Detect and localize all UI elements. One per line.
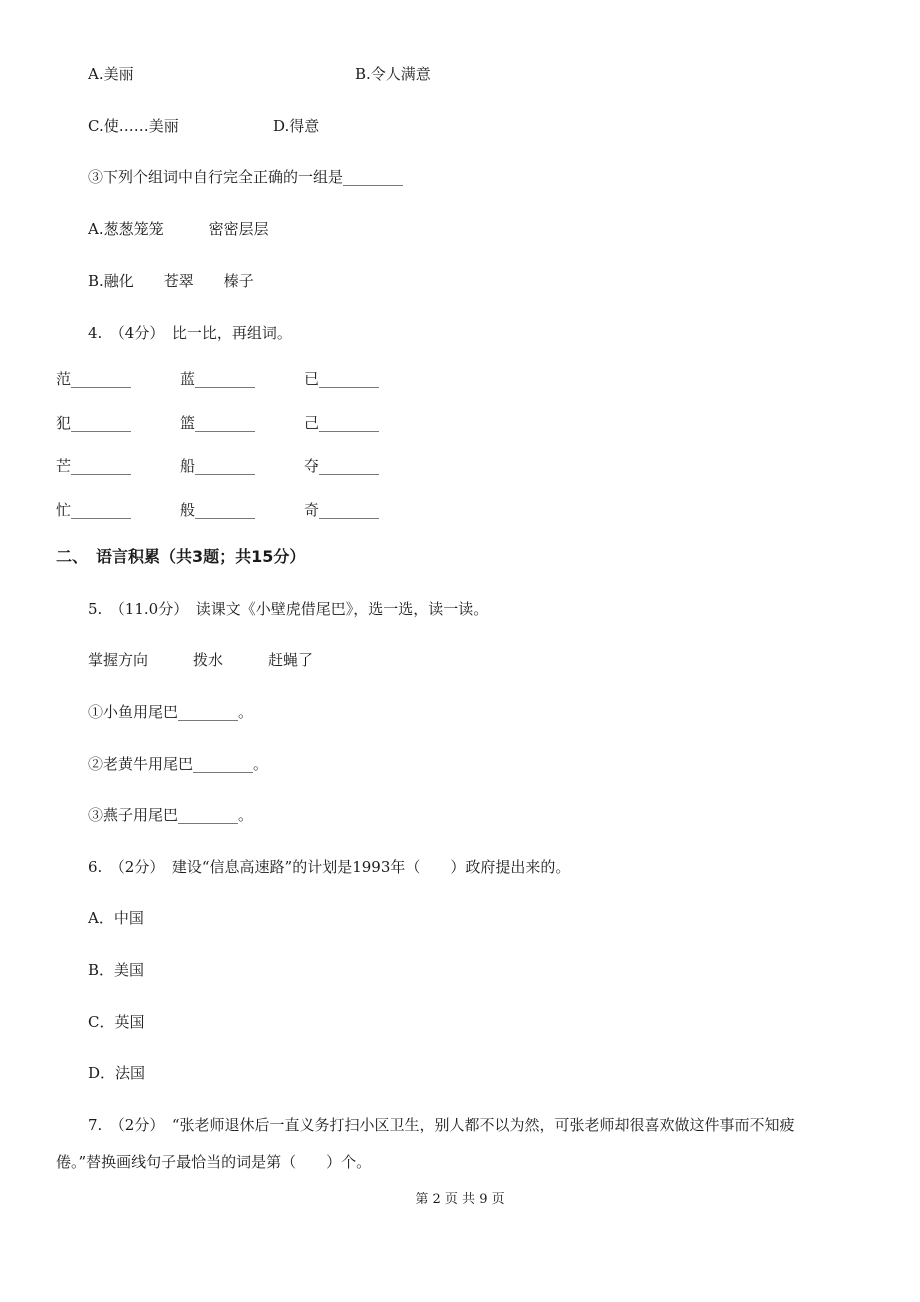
q4-word-blank: 蓝________: [180, 370, 256, 388]
q6-option-a: A．中国: [88, 909, 144, 927]
q4-word-blank: 忙________: [56, 501, 132, 519]
q4-word-blank: 犯________: [56, 414, 132, 432]
q6-option-c: C．英国: [88, 1013, 145, 1031]
q3-sub2-option-a: A.美丽: [88, 65, 134, 83]
q6-option-b: B．美国: [88, 961, 145, 979]
q5-item-2: ②老黄牛用尾巴________。: [88, 755, 269, 773]
q7-line-1: 7. （2分） “张老师退休后一直义务打扫小区卫生，别人都不以为然，可张老师却很喜欢做这件事而不知疲: [88, 1116, 795, 1134]
q5-choices: 掌握方向 拨水 赶蝇了: [88, 651, 314, 669]
q4-title: 4. （4分） 比一比，再组词。: [88, 324, 292, 342]
section-2-heading: 二、 语言积累（共3题；共15分）: [56, 547, 306, 566]
q4-word-blank: 夺________: [304, 457, 380, 475]
q3-sub2-option-d: D.得意: [273, 117, 320, 135]
q4-word-blank: 范________: [56, 370, 132, 388]
q4-word-blank: 奇________: [304, 501, 380, 519]
q4-word-blank: 芒________: [56, 457, 132, 475]
q3-sub3-question: ③下列个组词中自行完全正确的一组是________: [88, 168, 404, 186]
q4-word-blank: 船________: [180, 457, 256, 475]
q3-sub2-option-c: C.使……美丽: [88, 117, 179, 135]
page-footer: 第 2 页 共 9 页: [415, 1192, 505, 1207]
q7-line-2: 倦。”替换画线句子最恰当的词是第（ ）个。: [56, 1153, 372, 1171]
q5-title: 5. （11.0分） 读课文《小壁虎借尾巴》，选一选，读一读。: [88, 600, 489, 618]
q6-title: 6. （2分） 建设“信息高速路”的计划是1993年（ ）政府提出来的。: [88, 858, 571, 876]
q5-item-1: ①小鱼用尾巴________。: [88, 703, 254, 721]
q4-word-blank: 已________: [304, 370, 380, 388]
q4-word-blank: 篮________: [180, 414, 256, 432]
q6-option-d: D．法国: [88, 1064, 146, 1082]
q4-word-blank: 己________: [304, 414, 380, 432]
q5-item-3: ③燕子用尾巴________。: [88, 806, 254, 824]
q3-sub2-option-b: B.令人满意: [355, 65, 431, 83]
q3-sub3-option-a: A.葱葱笼笼 密密层层: [88, 220, 269, 238]
q3-sub3-option-b: B.融化 苍翠 榛子: [88, 272, 254, 290]
q4-word-blank: 般________: [180, 501, 256, 519]
